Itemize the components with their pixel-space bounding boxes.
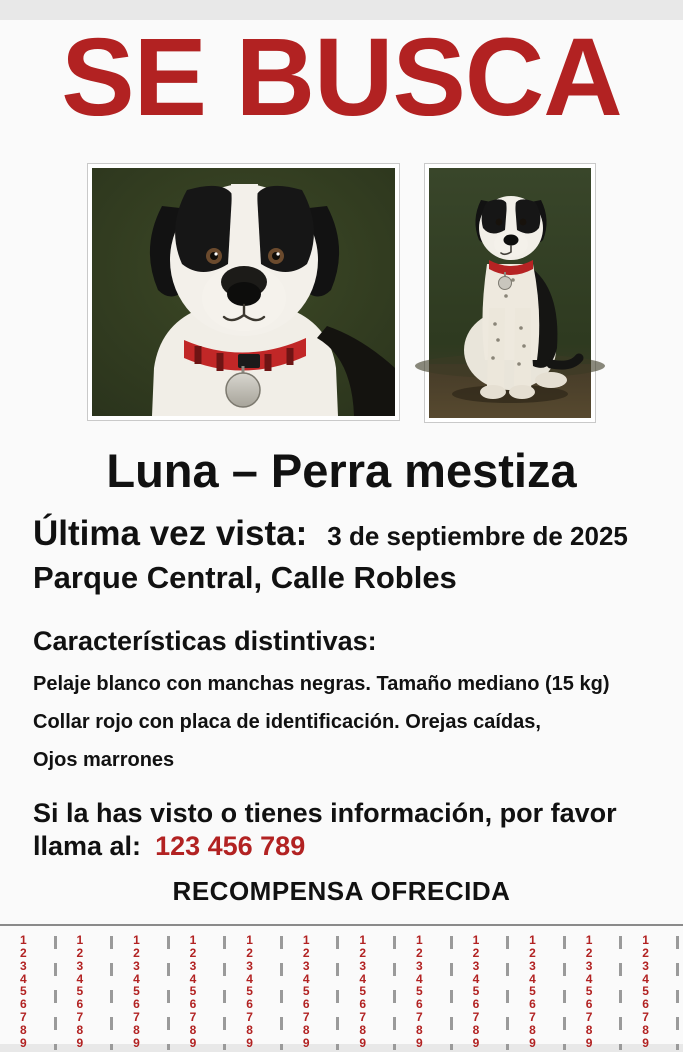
tear-strip-divider xyxy=(676,936,679,1050)
tear-off-digit: 8 xyxy=(189,1022,197,1037)
tear-off-strip xyxy=(0,934,57,1052)
tear-off-digit: 8 xyxy=(19,1022,27,1037)
tear-off-digit: 3 xyxy=(76,958,84,973)
tear-off-digit: 1 xyxy=(76,933,84,948)
tear-off-digit: 2 xyxy=(585,946,593,961)
tear-off-digit: 6 xyxy=(359,997,367,1012)
tear-off-digit: 3 xyxy=(246,958,253,973)
tear-off-digit: 4 xyxy=(246,971,253,986)
tear-off-digit: 5 xyxy=(529,984,536,999)
tear-off-digit: 8 xyxy=(133,1022,140,1037)
tear-off-digit: 6 xyxy=(472,997,480,1012)
tear-off-digit: 2 xyxy=(529,946,536,961)
tear-off-digit: 6 xyxy=(302,997,310,1012)
tear-off-digit: 5 xyxy=(415,984,423,999)
tear-off-digit: 4 xyxy=(76,971,84,986)
tear-off-digit: 1 xyxy=(359,933,367,948)
contact-call-label: llama al: xyxy=(33,831,142,862)
tear-off-digit: 8 xyxy=(472,1022,480,1037)
tear-off-digit: 1 xyxy=(529,933,536,948)
contact-section xyxy=(33,797,650,863)
tear-off-digit: 6 xyxy=(19,997,27,1012)
tear-off-digit: 3 xyxy=(642,958,649,973)
tear-off-digit: 4 xyxy=(19,971,27,986)
tear-off-digit: 6 xyxy=(529,997,536,1012)
tear-off-digit: 6 xyxy=(189,997,197,1012)
tear-off-phone-vertical xyxy=(20,934,27,1052)
reward-text: RECOMPENSA OFRECIDA xyxy=(172,876,511,907)
tear-off-digit: 3 xyxy=(359,958,367,973)
tear-off-phone-vertical xyxy=(190,934,197,1052)
tear-off-strip xyxy=(283,934,340,1052)
tear-off-digit: 2 xyxy=(642,946,649,961)
tear-off-strip xyxy=(622,934,679,1052)
tear-off-phone-vertical xyxy=(359,934,366,1052)
tear-off-digit: 1 xyxy=(133,933,140,948)
last-seen-date: 3 de septiembre de 2025 xyxy=(327,521,628,552)
tear-off-digit: 9 xyxy=(302,1035,310,1050)
tear-off-digit: 4 xyxy=(642,971,649,986)
tear-off-digit: 6 xyxy=(246,997,253,1012)
tear-off-digit: 8 xyxy=(642,1022,649,1037)
tear-off-digit: 5 xyxy=(472,984,480,999)
tear-off-digit: 8 xyxy=(246,1022,253,1037)
tear-off-strip xyxy=(57,934,114,1052)
tear-off-digit: 2 xyxy=(302,946,310,961)
last-seen-location: Parque Central, Calle Robles xyxy=(33,560,457,596)
tear-off-digit: 8 xyxy=(76,1022,84,1037)
feature-coat: Pelaje blanco con manchas negras. Tamaño mediano (15 kg) xyxy=(33,673,610,696)
tear-off-phone-vertical xyxy=(303,934,310,1052)
tear-off-digit: 5 xyxy=(133,984,140,999)
tear-off-digit: 9 xyxy=(246,1035,253,1050)
tear-off-digit: 5 xyxy=(585,984,593,999)
poster-title: SE BUSCA xyxy=(61,16,622,139)
dog-portrait-illustration xyxy=(92,168,395,416)
tear-off-digit: 1 xyxy=(472,933,480,948)
tear-off-digit: 9 xyxy=(133,1035,140,1050)
tear-off-digit: 3 xyxy=(302,958,310,973)
tear-off-digit: 9 xyxy=(642,1035,649,1050)
tear-off-digit: 5 xyxy=(302,984,310,999)
tear-off-phone-vertical xyxy=(246,934,253,1052)
feature-collar: Collar rojo con placa de identificación. Orejas caídas, xyxy=(33,711,541,734)
tear-off-digit: 2 xyxy=(359,946,367,961)
tear-off-digit: 5 xyxy=(359,984,367,999)
tear-off-strip xyxy=(170,934,227,1052)
tear-off-strip xyxy=(339,934,396,1052)
tear-off-digit: 4 xyxy=(415,971,423,986)
tear-off-digit: 6 xyxy=(642,997,649,1012)
tear-off-digit: 6 xyxy=(133,997,140,1012)
lost-dog-poster xyxy=(0,16,683,1050)
tear-off-phone-vertical xyxy=(133,934,140,1052)
tear-off-digit: 2 xyxy=(189,946,197,961)
tear-off-digit: 6 xyxy=(76,997,84,1012)
tear-off-digit: 5 xyxy=(642,984,649,999)
tear-off-digit: 4 xyxy=(189,971,197,986)
tear-off-digit: 5 xyxy=(189,984,197,999)
tear-off-digit: 5 xyxy=(19,984,27,999)
dog-photo-full-body xyxy=(424,163,596,423)
tear-off-digit: 7 xyxy=(359,1010,367,1025)
tear-off-digit: 3 xyxy=(415,958,423,973)
tear-off-digit: 9 xyxy=(76,1035,84,1050)
tear-off-digit: 1 xyxy=(415,933,423,948)
tear-off-digit: 9 xyxy=(585,1035,593,1050)
info-section xyxy=(0,514,683,863)
tear-off-digit: 4 xyxy=(529,971,536,986)
tear-off-digit: 7 xyxy=(585,1010,593,1025)
tear-off-digit: 7 xyxy=(302,1010,310,1025)
tear-off-digit: 8 xyxy=(302,1022,310,1037)
tear-off-digit: 3 xyxy=(585,958,593,973)
tear-off-phone-vertical xyxy=(529,934,536,1052)
tear-off-strip xyxy=(396,934,453,1052)
dog-name-heading: Luna – Perra mestiza xyxy=(106,443,577,497)
tear-off-phone-vertical xyxy=(77,934,84,1052)
tear-off-digit: 7 xyxy=(19,1010,27,1025)
features-heading: Características distintivas: xyxy=(33,626,377,657)
tear-off-strip xyxy=(113,934,170,1052)
tear-off-digit: 5 xyxy=(76,984,84,999)
tear-off-digit: 9 xyxy=(359,1035,367,1050)
photo-row xyxy=(0,163,683,423)
tear-off-digit: 8 xyxy=(585,1022,593,1037)
tear-off-digit: 6 xyxy=(415,997,423,1012)
tear-off-digit: 7 xyxy=(246,1010,253,1025)
tear-off-digit: 3 xyxy=(472,958,480,973)
dog-sitting-illustration xyxy=(429,168,591,418)
tear-off-digit: 1 xyxy=(246,933,253,948)
tear-off-digit: 8 xyxy=(359,1022,367,1037)
tear-off-digit: 1 xyxy=(302,933,310,948)
tear-off-digit: 4 xyxy=(472,971,480,986)
tear-off-digit: 3 xyxy=(529,958,536,973)
tear-off-digit: 2 xyxy=(133,946,140,961)
tear-off-digit: 4 xyxy=(359,971,367,986)
tear-off-strip xyxy=(509,934,566,1052)
tear-off-digit: 4 xyxy=(302,971,310,986)
tear-off-digit: 7 xyxy=(642,1010,649,1025)
tear-off-digit: 1 xyxy=(642,933,649,948)
tear-off-digit: 1 xyxy=(585,933,593,948)
tear-off-digit: 8 xyxy=(415,1022,423,1037)
dog-photo-portrait xyxy=(87,163,400,421)
tear-off-digit: 5 xyxy=(246,984,253,999)
tear-off-digit: 2 xyxy=(472,946,480,961)
tear-off-phone-vertical xyxy=(586,934,593,1052)
tear-off-digit: 1 xyxy=(189,933,197,948)
tear-off-digit: 7 xyxy=(472,1010,480,1025)
tear-off-phone-vertical xyxy=(416,934,423,1052)
tear-off-digit: 1 xyxy=(19,933,27,948)
tear-off-digit: 2 xyxy=(246,946,253,961)
tear-off-digit: 7 xyxy=(189,1010,197,1025)
tear-off-strips xyxy=(0,926,683,1052)
feature-eyes: Ojos marrones xyxy=(33,749,175,772)
tear-off-digit: 7 xyxy=(529,1010,536,1025)
tear-off-digit: 9 xyxy=(415,1035,423,1050)
tear-off-digit: 3 xyxy=(189,958,197,973)
phone-number: 123 456 789 xyxy=(155,831,306,862)
tear-off-digit: 4 xyxy=(585,971,593,986)
tear-off-digit: 9 xyxy=(472,1035,480,1050)
last-seen-label: Última vez vista: xyxy=(33,514,308,554)
tear-off-digit: 2 xyxy=(76,946,84,961)
tear-off-digit: 2 xyxy=(415,946,423,961)
tear-off-digit: 9 xyxy=(529,1035,536,1050)
tear-off-digit: 2 xyxy=(19,946,27,961)
tear-off-phone-vertical xyxy=(642,934,649,1052)
tear-off-digit: 6 xyxy=(585,997,593,1012)
tear-off-digit: 7 xyxy=(76,1010,84,1025)
contact-line1: Si la has visto o tienes información, por favor xyxy=(33,798,617,829)
tear-off-digit: 8 xyxy=(529,1022,536,1037)
tear-off-strip xyxy=(453,934,510,1052)
tear-off-phone-vertical xyxy=(473,934,480,1052)
tear-off-strip xyxy=(226,934,283,1052)
last-seen-line xyxy=(33,514,650,554)
tear-off-digit: 3 xyxy=(133,958,140,973)
tear-off-digit: 3 xyxy=(19,958,27,973)
tear-off-digit: 9 xyxy=(189,1035,197,1050)
tear-off-digit: 4 xyxy=(133,971,140,986)
tear-off-digit: 7 xyxy=(133,1010,140,1025)
tear-off-strip xyxy=(566,934,623,1052)
tear-off-digit: 9 xyxy=(19,1035,27,1050)
tear-off-digit: 7 xyxy=(415,1010,423,1025)
